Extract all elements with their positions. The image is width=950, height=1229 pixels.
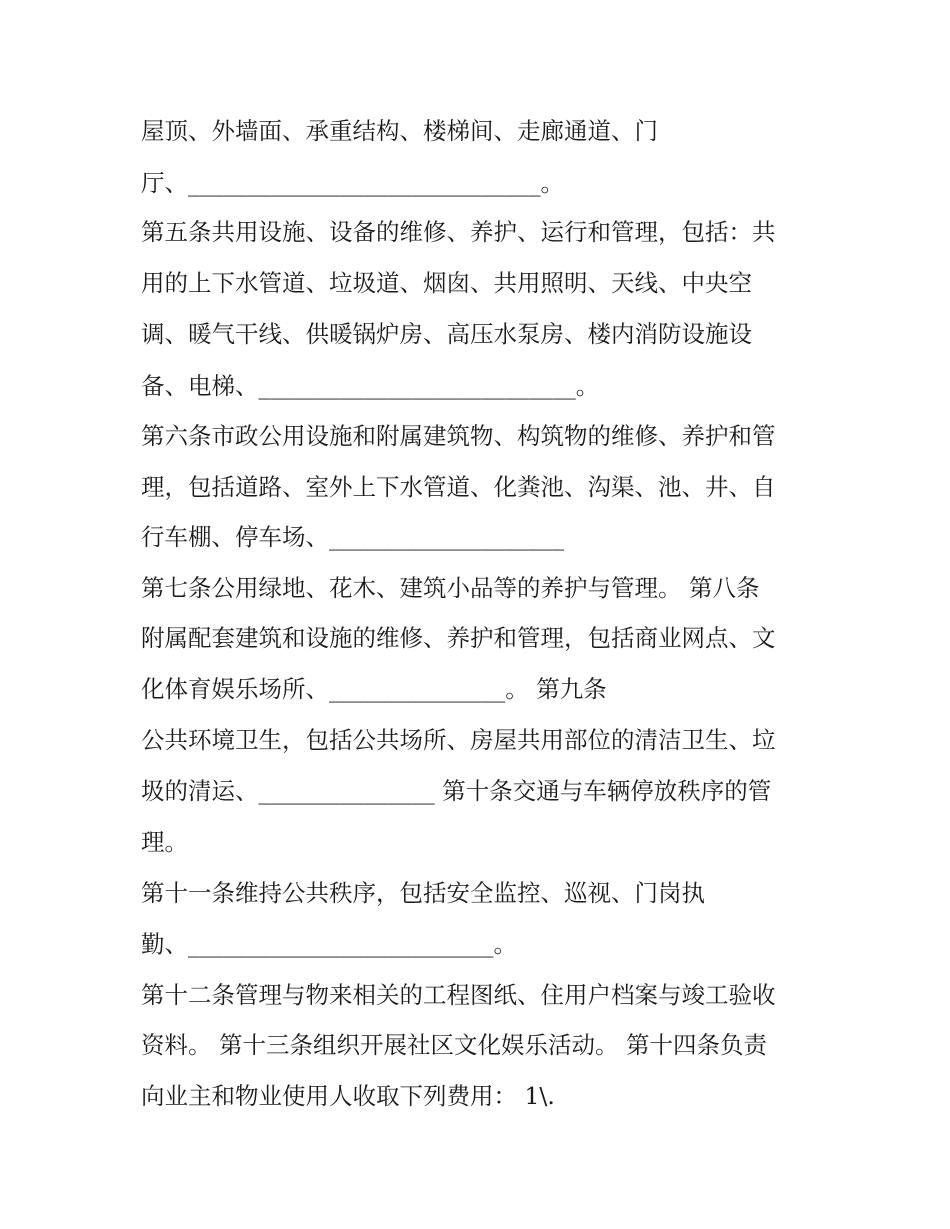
text-line: 第七条公用绿地、花木、建筑小品等的养护与管理。 第八条 (141, 574, 760, 602)
text-line: 行车棚、停车场、____________________ (141, 523, 564, 551)
text-line: 资料。 第十三条组织开展社区文化娱乐活动。 第十四条负责 (141, 1031, 767, 1059)
text-line: 理。 (141, 828, 188, 856)
text-line: 圾的清运、_______________ 第十条交通与车辆停放秩序的管 (141, 777, 772, 805)
text-line: 用的上下水管道、垃圾道、烟囱、共用照明、天线、中央空 (141, 269, 752, 297)
text-line: 第十一条维持公共秩序，包括安全监控、巡视、门岗执 (141, 879, 705, 907)
text-line: 第十二条管理与物来相关的工程图纸、住用户档案与竣工验收 (141, 981, 776, 1009)
text-line: 第六条市政公用设施和附属建筑物、构筑物的维修、养护和管 (141, 422, 776, 450)
text-line: 公共环境卫生，包括公共场所、房屋共用部位的清洁卫生、垃 (141, 726, 776, 754)
text-line: 向业主和物业使用人收取下列费用： 1\. (141, 1082, 555, 1110)
text-line: 第五条共用设施、设备的维修、养护、运行和管理，包括：共 (141, 218, 776, 246)
text-line: 附属配套建筑和设施的维修、养护和管理，包括商业网点、文 (141, 624, 776, 652)
text-line: 厅、______________________________。 (141, 169, 564, 197)
text-line: 屋顶、外墙面、承重结构、楼梯间、走廊通道、门 (141, 117, 658, 145)
text-line: 勤、__________________________。 (141, 930, 517, 958)
text-line: 化体育娱乐场所、_______________。 第九条 (141, 675, 607, 703)
text-line: 调、暖气干线、供暖锅炉房、高压水泵房、楼内消防设施设 (141, 320, 752, 348)
text-line: 备、电梯、___________________________。 (141, 372, 600, 400)
text-line: 理，包括道路、室外上下水管道、化粪池、沟渠、池、井、自 (141, 473, 776, 501)
